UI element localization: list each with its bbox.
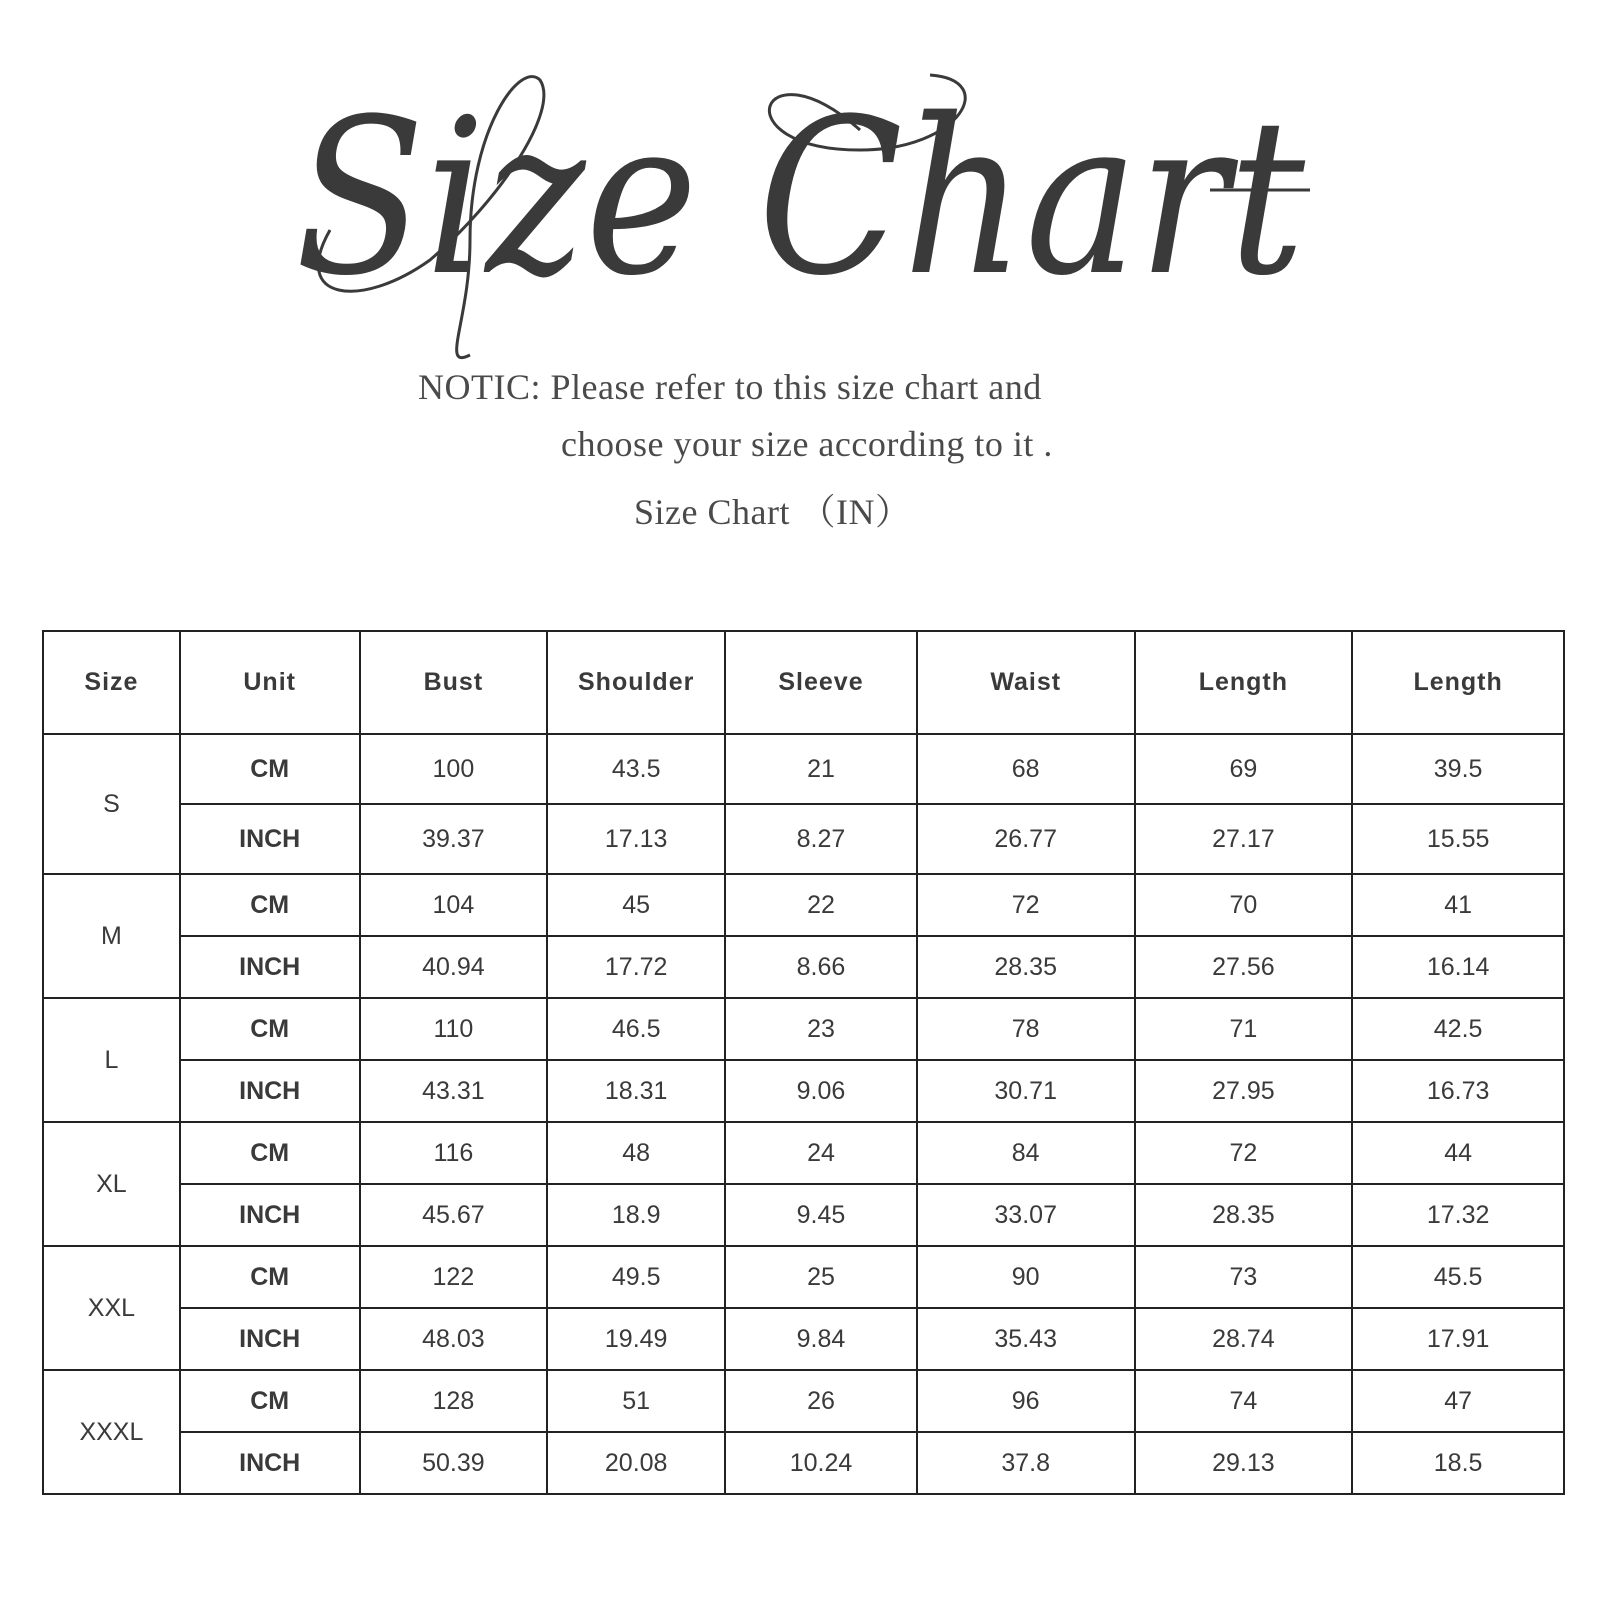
unit-label: INCH [180, 1308, 360, 1370]
table-cell: 15.55 [1352, 804, 1564, 874]
header-size: Size [43, 631, 180, 734]
notice-line-2: choose your size according to it . [561, 424, 1053, 464]
table-cell: 68 [917, 734, 1135, 804]
header-bust: Bust [360, 631, 548, 734]
table-row [43, 1122, 1564, 1184]
table-row [43, 1246, 1564, 1308]
table-cell: 72 [1135, 1122, 1353, 1184]
table-header-row [43, 631, 1564, 734]
table-cell: 29.13 [1135, 1432, 1353, 1494]
table-cell: 90 [917, 1246, 1135, 1308]
table-cell: 51 [547, 1370, 725, 1432]
table-cell: 104 [360, 874, 548, 936]
table-cell: 122 [360, 1246, 548, 1308]
page-title-graphic [0, 0, 1600, 370]
table-cell: 8.27 [725, 804, 917, 874]
size-label: XXXL [43, 1370, 180, 1494]
table-cell: 27.56 [1135, 936, 1353, 998]
header-waist: Waist [917, 631, 1135, 734]
table-cell: 45.5 [1352, 1246, 1564, 1308]
table-cell: 28.74 [1135, 1308, 1353, 1370]
unit-label: CM [180, 874, 360, 936]
size-chart-table [42, 630, 1565, 1495]
table-cell: 18.5 [1352, 1432, 1564, 1494]
table-cell: 73 [1135, 1246, 1353, 1308]
unit-label: INCH [180, 1432, 360, 1494]
table-cell: 28.35 [917, 936, 1135, 998]
notice-line-1: NOTIC: Please refer to this size chart and [418, 367, 1042, 407]
table-cell: 42.5 [1352, 998, 1564, 1060]
table-row [43, 1184, 1564, 1246]
table-cell: 40.94 [360, 936, 548, 998]
table-cell: 49.5 [547, 1246, 725, 1308]
table-cell: 23 [725, 998, 917, 1060]
table-cell: 26 [725, 1370, 917, 1432]
table-cell: 27.95 [1135, 1060, 1353, 1122]
notice-line-3: Size Chart （IN） [634, 492, 912, 532]
table-cell: 9.84 [725, 1308, 917, 1370]
header-length-2: Length [1352, 631, 1564, 734]
table-cell: 69 [1135, 734, 1353, 804]
table-cell: 9.06 [725, 1060, 917, 1122]
table-row [43, 874, 1564, 936]
table-cell: 128 [360, 1370, 548, 1432]
header-length: Length [1135, 631, 1353, 734]
table-cell: 44 [1352, 1122, 1564, 1184]
size-label: S [43, 734, 180, 874]
table-cell: 35.43 [917, 1308, 1135, 1370]
unit-label: CM [180, 734, 360, 804]
table-cell: 41 [1352, 874, 1564, 936]
size-label: L [43, 998, 180, 1122]
header-unit: Unit [180, 631, 360, 734]
header-sleeve: Sleeve [725, 631, 917, 734]
table-cell: 10.24 [725, 1432, 917, 1494]
table-cell: 71 [1135, 998, 1353, 1060]
table-cell: 116 [360, 1122, 548, 1184]
table-cell: 70 [1135, 874, 1353, 936]
table-cell: 37.8 [917, 1432, 1135, 1494]
page-title: Size Chart [295, 72, 1306, 323]
size-label: M [43, 874, 180, 998]
table-cell: 39.5 [1352, 734, 1564, 804]
table-cell: 17.91 [1352, 1308, 1564, 1370]
table-cell: 16.14 [1352, 936, 1564, 998]
table-cell: 96 [917, 1370, 1135, 1432]
size-label: XXL [43, 1246, 180, 1370]
table-cell: 72 [917, 874, 1135, 936]
table-cell: 19.49 [547, 1308, 725, 1370]
table-cell: 22 [725, 874, 917, 936]
unit-label: INCH [180, 936, 360, 998]
unit-label: INCH [180, 1060, 360, 1122]
table-cell: 33.07 [917, 1184, 1135, 1246]
table-cell: 100 [360, 734, 548, 804]
table-cell: 17.32 [1352, 1184, 1564, 1246]
table-cell: 20.08 [547, 1432, 725, 1494]
table-row [43, 804, 1564, 874]
unit-label: CM [180, 1246, 360, 1308]
table-cell: 74 [1135, 1370, 1353, 1432]
unit-label: INCH [180, 1184, 360, 1246]
table-cell: 50.39 [360, 1432, 548, 1494]
table-row [43, 936, 1564, 998]
table-cell: 16.73 [1352, 1060, 1564, 1122]
unit-label: CM [180, 1370, 360, 1432]
unit-label: CM [180, 998, 360, 1060]
table-cell: 46.5 [547, 998, 725, 1060]
table-cell: 25 [725, 1246, 917, 1308]
table-row [43, 1308, 1564, 1370]
table-cell: 78 [917, 998, 1135, 1060]
table-cell: 47 [1352, 1370, 1564, 1432]
table-cell: 48 [547, 1122, 725, 1184]
table-row [43, 1060, 1564, 1122]
table-cell: 45.67 [360, 1184, 548, 1246]
table-cell: 26.77 [917, 804, 1135, 874]
table-cell: 17.13 [547, 804, 725, 874]
table-cell: 84 [917, 1122, 1135, 1184]
table-cell: 39.37 [360, 804, 548, 874]
table-row [43, 734, 1564, 804]
table-cell: 28.35 [1135, 1184, 1353, 1246]
unit-label: CM [180, 1122, 360, 1184]
table-cell: 17.72 [547, 936, 725, 998]
table-cell: 43.5 [547, 734, 725, 804]
table-row [43, 998, 1564, 1060]
unit-label: INCH [180, 804, 360, 874]
table-cell: 45 [547, 874, 725, 936]
header-shoulder: Shoulder [547, 631, 725, 734]
table-cell: 18.9 [547, 1184, 725, 1246]
table-cell: 24 [725, 1122, 917, 1184]
table-cell: 43.31 [360, 1060, 548, 1122]
table-cell: 27.17 [1135, 804, 1353, 874]
table-row [43, 1370, 1564, 1432]
table-cell: 9.45 [725, 1184, 917, 1246]
table-cell: 110 [360, 998, 548, 1060]
table-cell: 30.71 [917, 1060, 1135, 1122]
table-cell: 18.31 [547, 1060, 725, 1122]
table-row [43, 1432, 1564, 1494]
table-cell: 21 [725, 734, 917, 804]
size-label: XL [43, 1122, 180, 1246]
table-cell: 48.03 [360, 1308, 548, 1370]
table-cell: 8.66 [725, 936, 917, 998]
